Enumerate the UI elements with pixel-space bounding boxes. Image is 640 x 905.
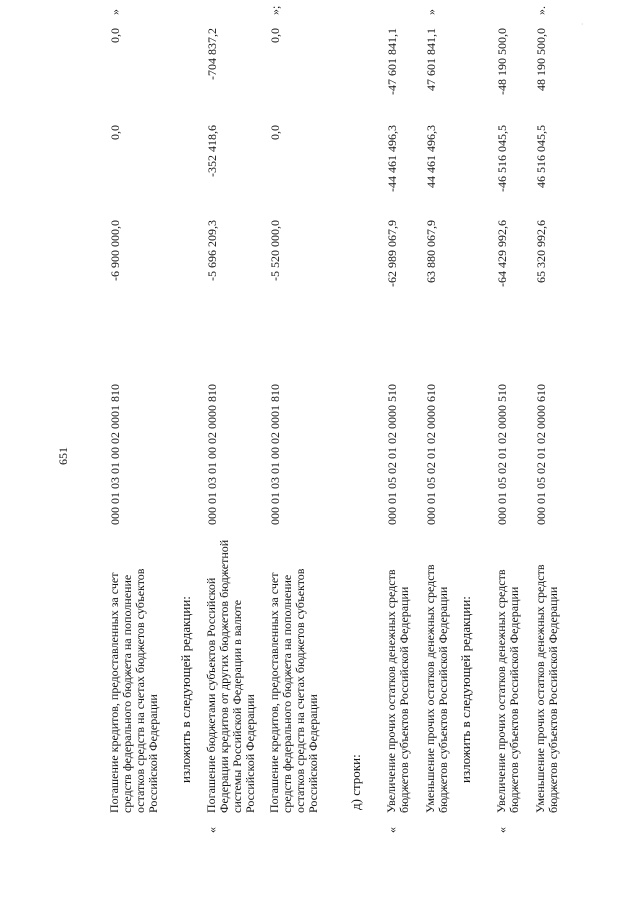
value-year-2: 0,0 — [268, 125, 282, 140]
row-description: Уменьшение прочих остатков денежных средств бюджетов субъектов Российской Федерации — [423, 564, 450, 813]
section-edit-note: изложить в следующей редакции: — [178, 596, 193, 783]
value-year-2: -352 418,6 — [205, 125, 219, 177]
section-edit-note: изложить в следующей редакции: — [458, 596, 473, 783]
value-year-3: 0,0 — [108, 28, 122, 43]
budget-code: 000 01 05 02 01 02 0000 610 — [534, 384, 548, 525]
close-quote: »; — [268, 5, 282, 15]
value-year-3: 48 190 500,0 — [534, 28, 548, 91]
value-year-2: 0,0 — [108, 125, 122, 140]
row-description: Уменьшение прочих остатков денежных средств бюджетов субъектов Российской Федерации — [533, 564, 560, 813]
value-year-1: -5 520 000,0 — [268, 220, 282, 281]
value-year-1: 65 320 992,6 — [534, 220, 548, 283]
open-quote: « — [495, 827, 509, 833]
close-quote: » — [424, 9, 438, 15]
budget-code: 000 01 03 01 00 02 0001 810 — [268, 384, 282, 525]
value-year-1: 63 880 067,9 — [424, 220, 438, 283]
value-year-3: 0,0 — [268, 28, 282, 43]
value-year-1: -5 696 209,3 — [205, 220, 219, 281]
budget-code: 000 01 05 02 01 02 0000 510 — [385, 384, 399, 525]
value-year-3: -47 601 841,1 — [385, 28, 399, 95]
scan-mark: · — [580, 23, 586, 25]
value-year-1: -64 429 992,6 — [495, 220, 509, 287]
row-description: Увеличение прочих остатков денежных средств бюджетов субъектов Российской Федерации — [494, 569, 521, 813]
close-quote: ». — [534, 6, 548, 15]
open-quote: « — [385, 827, 399, 833]
value-year-2: -44 461 496,3 — [385, 125, 399, 192]
page-number: 651 — [56, 447, 70, 465]
value-year-2: 44 461 496,3 — [424, 125, 438, 188]
budget-code: 000 01 03 01 00 02 0001 810 — [108, 384, 122, 525]
close-quote: » — [108, 9, 122, 15]
value-year-1: -6 900 000,0 — [108, 220, 122, 281]
value-year-3: -48 190 500,0 — [495, 28, 509, 95]
row-description: Погашение бюджетами субъектов Российской Федерации кредитов от других бюджетов бюджетной системы Российской Федерации в валюте Российской Федерации — [204, 539, 257, 813]
value-year-1: -62 989 067,9 — [385, 220, 399, 287]
row-description: Погашение кредитов, предоставленных за счет средств федерального бюджета на пополнение остатков средств на счетах бюджетов субъектов Российской Федерации — [267, 568, 320, 813]
value-year-3: -704 837,2 — [205, 28, 219, 80]
row-description: Погашение кредитов, предоставленных за счет средств федерального бюджета на пополнение остатков средств на счетах бюджетов субъектов Российской Федерации — [107, 568, 160, 813]
value-year-3: 47 601 841,1 — [424, 28, 438, 91]
open-quote: « — [205, 827, 219, 833]
section-lines-d: д) строки: — [348, 754, 363, 810]
value-year-2: 46 516 045,5 — [534, 125, 548, 188]
budget-code: 000 01 05 02 01 02 0000 610 — [424, 384, 438, 525]
budget-code: 000 01 03 01 00 02 0000 810 — [205, 384, 219, 525]
value-year-2: -46 516 045,5 — [495, 125, 509, 192]
budget-code: 000 01 05 02 01 02 0000 510 — [495, 384, 509, 525]
row-description: Увеличение прочих остатков денежных средств бюджетов субъектов Российской Федерации — [384, 569, 411, 813]
